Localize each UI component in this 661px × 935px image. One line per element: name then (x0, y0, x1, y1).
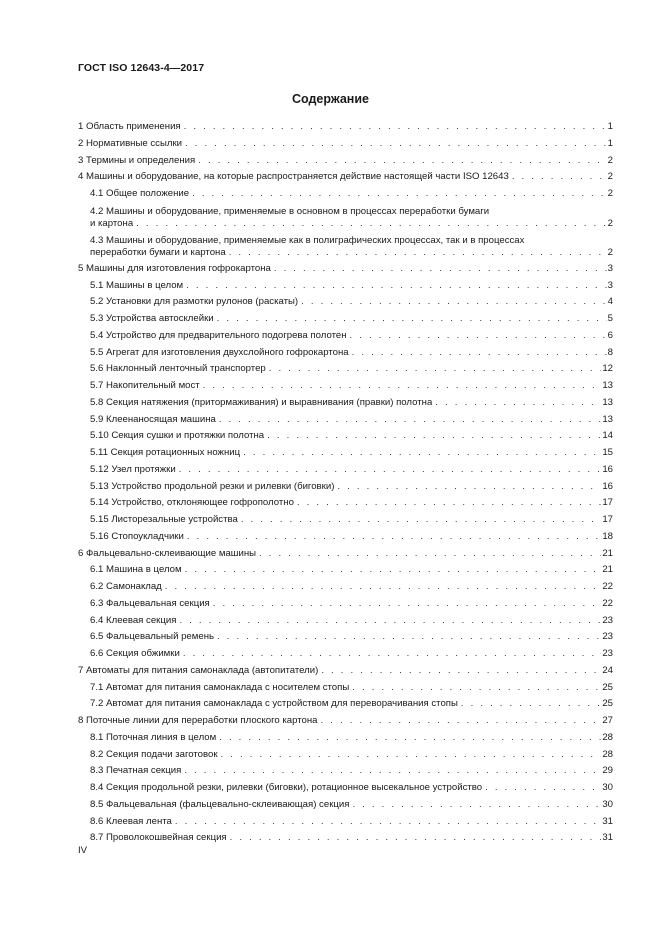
dot-leader (183, 646, 601, 663)
toc-entry-page: 22 (602, 597, 613, 609)
toc-entry[interactable] (78, 462, 613, 479)
dot-leader (274, 261, 607, 278)
dot-leader (301, 294, 607, 311)
dot-leader (165, 579, 602, 596)
dot-leader (350, 328, 607, 345)
toc-entry-title: 5.2 Установки для размотки рулонов (раскаты) (90, 296, 299, 308)
toc-entry-title: 8.7 Проволокошвейная секция (90, 832, 227, 844)
toc-entry[interactable] (78, 830, 613, 847)
toc-entry-title: 6.5 Фальцевальный ремень (90, 631, 214, 643)
toc-entry-title: 5.1 Машины в целом (90, 279, 184, 291)
dot-leader (185, 562, 602, 579)
toc-entry[interactable] (78, 361, 613, 378)
toc-entry[interactable] (78, 495, 613, 512)
toc-entry-page: 13 (602, 396, 613, 408)
toc-entry-title: 7.1 Автомат для питания самонаклада с носителем стопы (90, 681, 350, 693)
toc-entry-title: 5.6 Наклонный ленточный транспортер (90, 363, 266, 375)
toc-entry-page: 2 (607, 188, 613, 199)
toc-entry-title: 6.2 Самонаклад (90, 581, 162, 592)
toc-entry[interactable] (78, 730, 613, 747)
toc-entry-page: 2 (607, 246, 613, 258)
toc-entry-title: 5.9 Клеенаносящая машина (90, 413, 216, 425)
dot-leader (352, 680, 601, 697)
dot-leader (321, 663, 601, 680)
toc-entry-page: 25 (602, 681, 613, 693)
toc-entry[interactable] (78, 814, 613, 831)
toc-entry-title: 5.15 Листорезальные устройства (90, 514, 238, 525)
toc-entry-title: 3 Термины и определения (78, 154, 196, 166)
toc-entry[interactable] (78, 345, 613, 362)
toc-entry-title: 8.5 Фальцевальная (фальцевально-склеивающая) секция (90, 798, 350, 810)
toc-entry-page: 8 (607, 346, 613, 358)
toc-entry-title: 6.4 Клеевая секция (90, 614, 177, 626)
toc-entry-title: 8 Поточные линии для переработки плоского картона (78, 715, 318, 726)
toc-entry-title: 4 Машины и оборудование, на которые распространяется действие настоящей части ISO 12643 (78, 171, 509, 183)
toc-entry-page: 15 (602, 447, 613, 458)
toc-entry-page: 4 (607, 296, 613, 308)
toc-entry-page: 30 (602, 782, 613, 793)
toc-entry-page: 17 (602, 514, 613, 525)
toc-entry-title: 1 Область применения (78, 121, 181, 132)
toc-entry-page: 13 (602, 380, 613, 391)
toc-entry-page: 21 (602, 564, 613, 576)
toc-entry[interactable] (78, 780, 613, 797)
toc-entry[interactable] (78, 395, 613, 412)
toc-entry-page: 1 (607, 137, 613, 149)
toc-entry-title: 4.1 Общее положение (90, 188, 190, 199)
dot-leader (269, 361, 602, 378)
toc-entry-page: 3 (607, 262, 613, 274)
toc-entry[interactable] (78, 278, 613, 295)
toc-entry[interactable] (78, 203, 613, 232)
dot-leader (512, 169, 607, 186)
toc-entry[interactable] (78, 153, 613, 170)
toc-entry[interactable] (78, 328, 613, 345)
table-of-contents (78, 119, 613, 847)
toc-entry-page: 2 (607, 217, 613, 229)
dot-leader (186, 278, 607, 295)
toc-entry[interactable] (78, 412, 613, 429)
page-number: IV (78, 845, 88, 856)
dot-leader (267, 428, 601, 445)
toc-entry-page: 1 (607, 121, 613, 132)
toc-entry-page: 23 (602, 614, 613, 626)
toc-entry-title: 8.6 Клеевая лента (90, 815, 172, 827)
toc-entry-page: 28 (602, 731, 613, 743)
toc-entry-title: 5.16 Стопоукладчики (90, 530, 184, 542)
toc-entry-page: 13 (602, 413, 613, 425)
toc-entry[interactable] (78, 596, 613, 613)
dot-leader (352, 345, 607, 362)
dot-leader (461, 696, 601, 713)
toc-entry-title: 5.10 Секция сушки и протяжки полотна (90, 430, 265, 442)
dot-leader (187, 529, 601, 546)
toc-entry-page: 24 (602, 664, 613, 676)
dot-leader (213, 596, 602, 613)
toc-entry-title: 5.4 Устройство для предварительного подогрева полотен (90, 329, 347, 341)
toc-entry-page: 31 (602, 815, 613, 827)
toc-entry[interactable] (78, 186, 613, 203)
toc-entry-title: переработки бумаги и картона (90, 246, 226, 258)
toc-entry[interactable] (78, 479, 613, 496)
toc-entry[interactable] (78, 428, 613, 445)
dot-leader (219, 412, 601, 429)
toc-entry[interactable] (78, 311, 613, 328)
toc-entry-title: 6 Фальцевально-склеивающие машины (78, 547, 257, 559)
toc-entry-title: 6.6 Секция обжимки (90, 648, 180, 659)
toc-entry[interactable] (78, 529, 613, 546)
toc-entry-title: 8.4 Секция продольной резки, рилевки (биговки), ротационное высекальное устройство (90, 782, 483, 793)
dot-leader (485, 780, 601, 797)
toc-entry[interactable] (78, 579, 613, 596)
dot-leader (217, 311, 607, 328)
toc-entry[interactable] (78, 763, 613, 780)
toc-entry-title: 5.8 Секция натяжения (притормаживания) и выравнивания (правки) полотна (90, 396, 433, 408)
dot-leader (221, 747, 602, 764)
dot-leader (435, 395, 601, 412)
document-id: ГОСТ ISO 12643-4—2017 (78, 62, 205, 74)
toc-entry-page: 16 (602, 463, 613, 475)
toc-entry-title: 5.13 Устройство продольной резки и рилевки (биговки) (90, 480, 335, 492)
toc-entry-page: 23 (602, 631, 613, 643)
dot-leader (179, 462, 602, 479)
dot-leader (230, 830, 602, 847)
toc-entry-page: 17 (602, 497, 613, 509)
dot-leader (352, 797, 601, 814)
toc-entry[interactable] (78, 294, 613, 311)
toc-entry-page: 12 (602, 363, 613, 375)
toc-entry-page: 30 (602, 798, 613, 810)
toc-entry-title: и картона (90, 217, 134, 229)
toc-entry-page: 2 (607, 171, 613, 183)
toc-entry-page: 5 (607, 313, 613, 324)
toc-entry-title: 8.1 Поточная линия в целом (90, 731, 217, 743)
toc-entry-title: 5 Машины для изготовления гофрокартона (78, 262, 271, 274)
toc-entry-title: 6.1 Машина в целом (90, 564, 182, 576)
dot-leader (241, 512, 602, 529)
toc-entry-title: 5.5 Агрегат для изготовления двухслойного гофрокартона (90, 346, 349, 358)
toc-entry-title: 7.2 Автомат для питания самонаклада с устройством для переворачивания стопы (90, 698, 458, 710)
dot-leader (219, 730, 601, 747)
toc-entry-title: 2 Нормативные ссылки (78, 137, 183, 149)
toc-entry-page: 28 (602, 748, 613, 760)
toc-entry[interactable] (78, 646, 613, 663)
toc-entry-page: 29 (602, 765, 613, 777)
toc-entry[interactable] (78, 747, 613, 764)
dot-leader (192, 186, 607, 203)
dot-leader (136, 218, 607, 230)
toc-entry[interactable] (78, 378, 613, 395)
toc-entry[interactable] (78, 680, 613, 697)
dot-leader (175, 814, 601, 831)
toc-entry-title: 8.2 Секция подачи заготовок (90, 748, 218, 760)
toc-entry-title: 8.3 Печатная секция (90, 765, 182, 777)
toc-entry[interactable] (78, 696, 613, 713)
toc-entry-page: 21 (602, 547, 613, 559)
toc-entry-page: 6 (607, 329, 613, 341)
toc-entry[interactable] (78, 119, 613, 136)
toc-entry-page: 22 (602, 581, 613, 592)
toc-entry[interactable] (78, 546, 613, 563)
toc-entry[interactable] (78, 613, 613, 630)
toc-entry[interactable] (78, 445, 613, 462)
toc-entry-title: 7 Автоматы для питания самонаклада (автопитатели) (78, 664, 319, 676)
dot-leader (259, 546, 601, 563)
dot-leader (198, 153, 606, 170)
toc-entry-page: 16 (602, 480, 613, 492)
dot-leader (184, 763, 601, 780)
toc-entry[interactable] (78, 261, 613, 278)
toc-entry-title: 5.14 Устройство, отклоняющее гофрополотно (90, 497, 294, 509)
toc-entry-title: 5.11 Секция ротационных ножниц (90, 447, 241, 458)
toc-entry[interactable] (78, 663, 613, 680)
dot-leader (217, 629, 601, 646)
toc-entry-title: 5.3 Устройства автосклейки (90, 313, 214, 324)
dot-leader (321, 713, 602, 730)
dot-leader (184, 119, 607, 136)
dot-leader (243, 445, 601, 462)
toc-entry-page: 23 (602, 648, 613, 659)
toc-entry-title: 5.12 Узел протяжки (90, 463, 176, 475)
toc-entry[interactable] (78, 797, 613, 814)
toc-entry-page: 3 (607, 279, 613, 291)
dot-leader (337, 479, 601, 496)
toc-entry-page: 14 (602, 430, 613, 442)
toc-entry-title: 5.7 Накопительный мост (90, 380, 200, 391)
toc-entry-page: 31 (602, 832, 613, 844)
toc-entry[interactable] (78, 629, 613, 646)
toc-entry-page: 18 (602, 530, 613, 542)
toc-entry-title-line1: 4.3 Машины и оборудование, применяемые как в полиграфических процессах, так и в процессах (90, 234, 525, 246)
toc-entry[interactable] (78, 512, 613, 529)
dot-leader (185, 136, 607, 153)
toc-entry[interactable] (78, 713, 613, 730)
toc-entry[interactable] (78, 562, 613, 579)
dot-leader (297, 495, 601, 512)
toc-entry-page: 27 (602, 715, 613, 726)
toc-entry-title: 6.3 Фальцевальная секция (90, 597, 210, 609)
toc-entry[interactable] (78, 232, 613, 261)
toc-entry[interactable] (78, 136, 613, 153)
dot-leader (229, 247, 607, 259)
toc-entry-page: 25 (602, 698, 613, 710)
toc-entry[interactable] (78, 169, 613, 186)
dot-leader (179, 613, 601, 630)
toc-entry-page: 2 (607, 154, 613, 166)
toc-entry-title-line1: 4.2 Машины и оборудование, применяемые в основном в процессах переработки бумаги (90, 205, 490, 217)
page-title: Содержание (291, 92, 369, 106)
dot-leader (203, 378, 602, 395)
